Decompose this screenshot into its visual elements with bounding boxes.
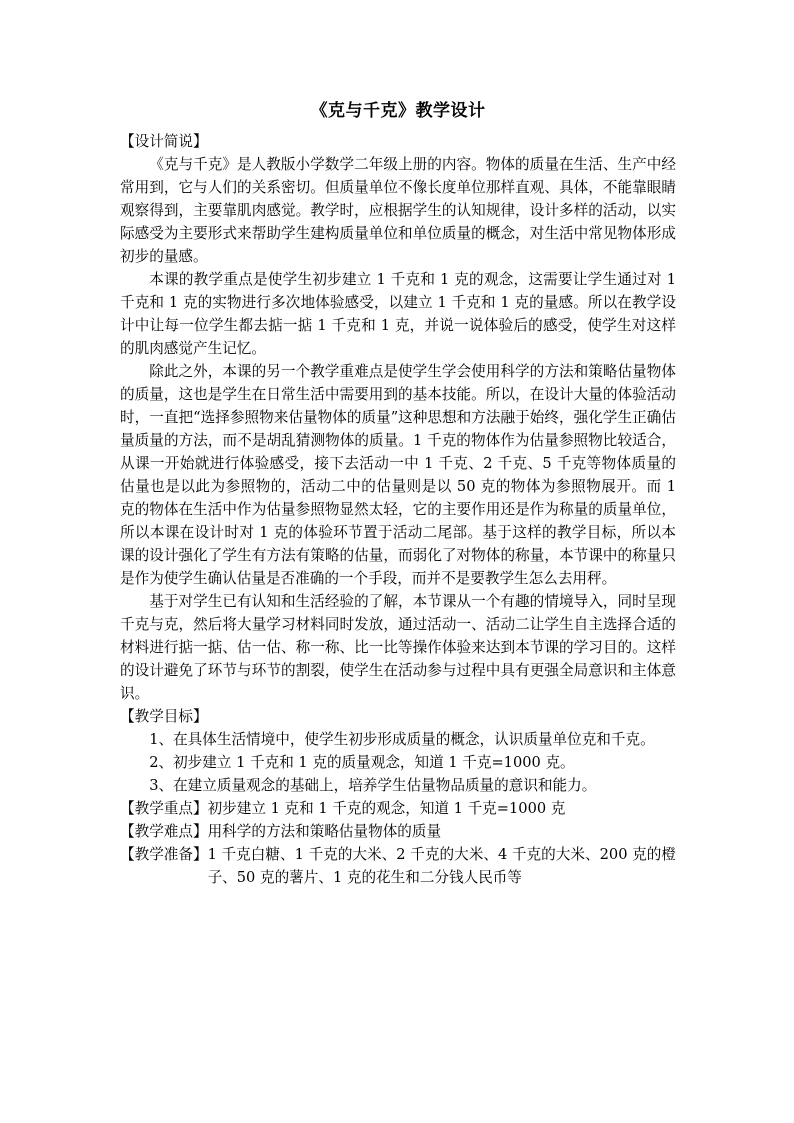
preparation-tag: 【教学准备】 [120,846,208,863]
design-summary-section [120,130,676,705]
design-summary-paragraph: 《克与千克》是人教版小学数学二年级上册的内容。物体的质量在生活、生产中经常用到，它与人们的关系密切。但质量单位不像长度单位那样直观、具体，不能靠眼睛观察得到，主要靠肌肉感觉。教学时，应根据学生的认知规律，设计多样的活动，以实际感受为主要形式来帮助学生建构质量单位和单位质量的概念，对生活中常见物体形成初步的量感。 [120,156,676,265]
preparation-row [120,843,676,889]
difficulty-text: 用科学的方法和策略估量物体的质量 [207,823,442,840]
objective-item: 3、在建立质量观念的基础上，培养学生估量物品质量的意识和能力。 [149,777,597,794]
design-summary-paragraph: 除此之外，本课的另一个教学重难点是使学生学会使用科学的方法和策略估量物体的质量，这也是学生在日常生活中需要用到的基本技能。所以，在设计大量的体验活动时，一直把“选择参照物来估量物体的质量”这种思想和方法融于始终，强化学生正确估量质量的方法，而不是胡乱猜测物体的质量。1 千克的物体作为估量参照物比较适合，从课一开始就进行体验感受，接下去活动一中 1 千克、2 千克、5 千克等物体质量的估量也是以此为参照物的，活动二中的估量则是以 50 克的物体为参照物展开。而 1 克的物体在生活中作为估量参照物显然太轻，它的主要作用还是作为称量的质量单位，所以本课在设计时对 1 克的体验环节置于活动二尾部。基于这样的教学目标，所以本课的设计强化了学生有方法有策略的估量，而弱化了对物体的称量，本节课中的称量只是作为使学生确认估量是否准确的一个手段，而并不是要教学生怎么去用秤。 [120,363,676,587]
objectives-heading: 【教学目标】 [120,708,208,725]
design-summary-paragraph: 本课的教学重点是使学生初步建立 1 千克和 1 克的观念，这需要让学生通过对 1 千克和 1 克的实物进行多次地体验感受，以建立 1 千克和 1 克的量感。所以在教学设计中让每一位学生都去掂一掂 1 千克和 1 克，并说一说体验后的感受，使学生对这样的肌肉感觉产生记忆。 [120,271,676,357]
key-point-row [120,797,676,820]
key-point-text: 初步建立 1 克和 1 千克的观念，知道 1 千克=1000 克 [207,800,566,817]
design-summary-paragraph: 基于对学生已有认知和生活经验的了解，本节课从一个有趣的情境导入，同时呈现千克与克，然后将大量学习材料同时发放，通过活动一、活动二让学生自主选择合适的材料进行掂一掂、估一估、称一称、比一比等操作体验来达到本节课的学习目的。这样的设计避免了环节与环节的割裂，使学生在活动参与过程中具有更强全局意识和主体意识。 [120,593,676,702]
design-summary-heading: 【设计简说】 [120,133,208,150]
document-title: 《克与千克》教学设计 [310,101,486,121]
document-page [120,96,676,889]
difficulty-row [120,820,676,843]
objective-item: 1、在具体生活情境中，使学生初步形成质量的概念，认识质量单位克和千克。 [149,731,655,748]
preparation-text: 1 千克白糖、1 千克的大米、2 千克的大米、4 千克的大米、200 克的橙子、50 克的薯片、1 克的花生和二分钱人民币等 [207,846,676,886]
objective-item: 2、初步建立 1 千克和 1 克的质量观念，知道 1 千克=1000 克。 [149,754,575,771]
objectives-section [120,705,676,797]
difficulty-tag: 【教学难点】 [120,823,208,840]
key-point-tag: 【教学重点】 [120,800,208,817]
